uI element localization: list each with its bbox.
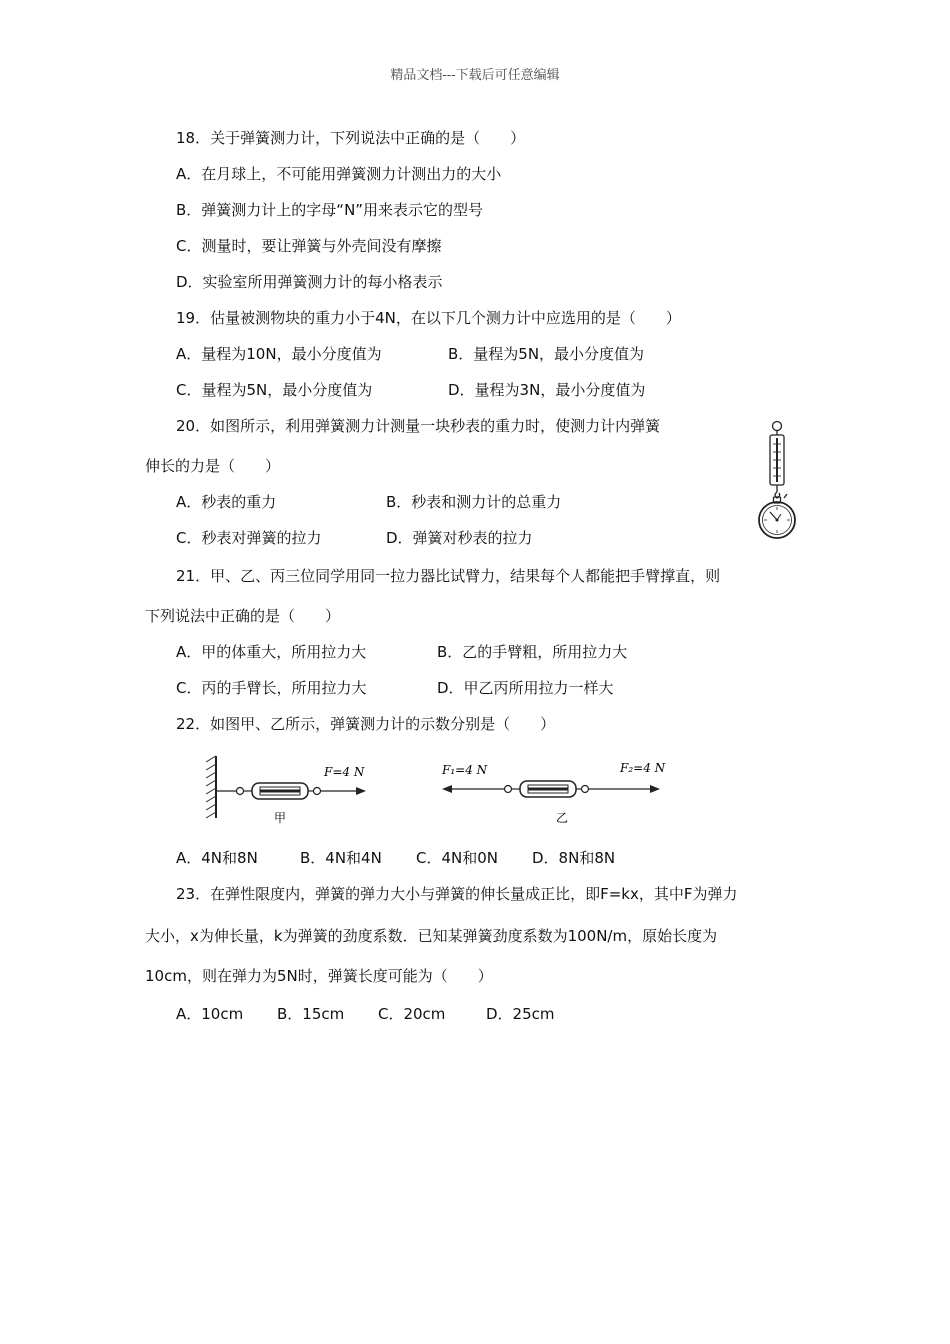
q22-option-b: B．4N和4N xyxy=(300,849,382,867)
q21-option-b: B．乙的手臂粗，所用拉力大 xyxy=(437,643,628,661)
yi-f1-label: F₁=4 N xyxy=(442,763,488,777)
q20-option-a: A．秒表的重力 xyxy=(176,493,277,511)
q20-option-d: D．弹簧对秒表的拉力 xyxy=(386,529,533,547)
figure-jia xyxy=(200,752,380,828)
page-header: 精品文档---下载后可任意编辑 xyxy=(390,68,560,83)
q19-option-d: D．量程为3N，最小分度值为 xyxy=(448,381,646,399)
q22-stem: 22．如图甲、乙所示，弹簧测力计的示数分别是（ ） xyxy=(176,715,556,733)
q19-option-a: A．量程为10N，最小分度值为 xyxy=(176,345,382,363)
spring-scale-stopwatch-figure xyxy=(748,418,806,540)
q23-option-b: B．15cm xyxy=(277,1005,345,1023)
q23-option-a: A．10cm xyxy=(176,1005,244,1023)
q22-option-a: A．4N和8N xyxy=(176,849,258,867)
q19-option-c: C．量程为5N，最小分度值为 xyxy=(176,381,373,399)
figure-yi xyxy=(436,752,680,828)
q23-option-c: C．20cm xyxy=(378,1005,446,1023)
q23-stem-line1: 23．在弹性限度内，弹簧的弹力大小与弹簧的伸长量成正比，即F=kx，其中F为弹力 xyxy=(176,885,738,903)
q21-option-c: C．丙的手臂长，所用拉力大 xyxy=(176,679,367,697)
jia-force-label: F=4 N xyxy=(324,765,365,779)
q18-option-a: A．在月球上，不可能用弹簧测力计测出力的大小 xyxy=(176,165,502,183)
q21-stem-line1: 21．甲、乙、丙三位同学用同一拉力器比试臂力，结果每个人都能把手臂撑直，则 xyxy=(176,567,721,585)
q18-stem: 18．关于弹簧测力计，下列说法中正确的是（ ） xyxy=(176,129,526,147)
q19-option-b: B．量程为5N，最小分度值为 xyxy=(448,345,645,363)
yi-caption: 乙 xyxy=(556,811,569,825)
q20-stem-line2: 伸长的力是（ ） xyxy=(145,457,281,475)
q23-option-d: D．25cm xyxy=(486,1005,555,1023)
q18-option-b: B．弹簧测力计上的字母“N”用来表示它的型号 xyxy=(176,201,484,219)
q19-stem: 19．估量被测物块的重力小于4N，在以下几个测力计中应选用的是（ ） xyxy=(176,309,681,327)
q23-stem-line3: 10cm，则在弹力为5N时，弹簧长度可能为（ ） xyxy=(145,967,493,985)
q21-option-d: D．甲乙丙所用拉力一样大 xyxy=(437,679,614,697)
q20-stem-line1: 20．如图所示，利用弹簧测力计测量一块秒表的重力时，使测力计内弹簧 xyxy=(176,417,661,435)
q21-stem-line2: 下列说法中正确的是（ ） xyxy=(145,607,341,625)
jia-caption: 甲 xyxy=(274,811,287,825)
q18-option-d: D．实验室所用弹簧测力计的每小格表示 xyxy=(176,273,443,291)
q23-stem-line2: 大小，x为伸长量，k为弹簧的劲度系数．已知某弹簧劲度系数为100N/m，原始长度为 xyxy=(145,927,718,945)
q20-option-b: B．秒表和测力计的总重力 xyxy=(386,493,562,511)
q18-option-c: C．测量时，要让弹簧与外壳间没有摩擦 xyxy=(176,237,442,255)
q22-option-d: D．8N和8N xyxy=(532,849,616,867)
yi-f2-label: F₂=4 N xyxy=(620,761,666,775)
q20-option-c: C．秒表对弹簧的拉力 xyxy=(176,529,322,547)
q22-option-c: C．4N和0N xyxy=(416,849,499,867)
q21-option-a: A．甲的体重大，所用拉力大 xyxy=(176,643,367,661)
